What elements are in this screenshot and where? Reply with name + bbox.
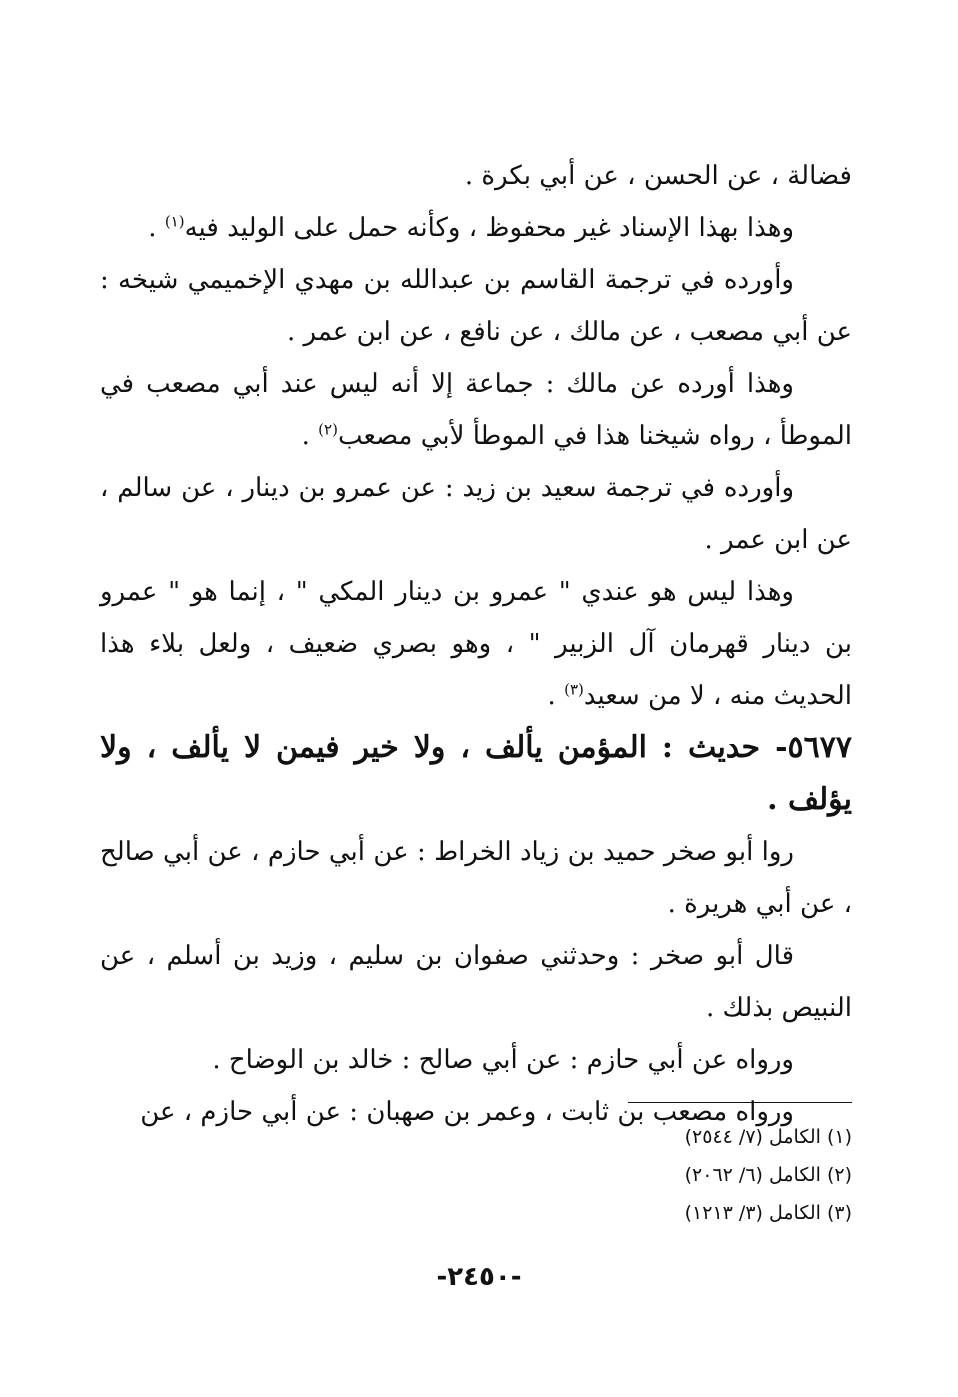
- paragraph-10-text: ورواه مصعب بن ثابت ، وعمر بن صهبان : عن أبي حازم ، عن: [140, 1097, 794, 1127]
- paragraph-6-end: .: [547, 681, 565, 711]
- paragraph-6-text: وهذا ليس هو عندي " عمرو بن دينار المكي " ، إنما هو " عمرو بن دينار قهرمان آل الزبير " ، وهو بصري ضعيف ، ولعل بلاء هذا الحديث منه ، لا من سعيد: [100, 577, 852, 711]
- paragraph-1-text: فضالة ، عن الحسن ، عن أبي بكرة .: [464, 161, 852, 191]
- paragraph-7: [100, 826, 852, 930]
- footnote-ref-1[interactable]: (١): [164, 212, 185, 231]
- footnotes: [452, 1118, 852, 1232]
- paragraph-9-text: ورواه عن أبي حازم : عن أبي صالح : خالد بن الوضاح .: [212, 1045, 794, 1075]
- footnote-divider: [628, 1102, 852, 1103]
- paragraph-2-text: وهذا بهذا الإسناد غير محفوظ ، وكأنه حمل على الوليد فيه: [184, 213, 794, 243]
- paragraph-5-text: وأورده في ترجمة سعيد بن زيد : عن عمرو بن دينار ، عن سالم ، عن ابن عمر .: [100, 473, 852, 555]
- hadith-heading-text: ٥٦٧٧- حديث : المؤمن يألف ، ولا خير فيمن لا يألف ، ولا يؤلف .: [100, 730, 852, 817]
- paragraph-6: [100, 566, 852, 722]
- paragraph-8: [100, 930, 852, 1034]
- hadith-heading: [100, 722, 852, 826]
- footnote-ref-2[interactable]: (٢): [318, 420, 338, 439]
- footnote-2: (٢) الكامل (٦/ ٢٠٦٢): [684, 1164, 852, 1186]
- paragraph-1: [100, 150, 852, 202]
- footnote-3: (٣) الكامل (٣/ ١٢١٣): [684, 1202, 852, 1224]
- paragraph-4: [100, 358, 852, 462]
- paragraph-4-end: .: [301, 421, 319, 451]
- page-number: -٢٤٥٠-: [436, 1262, 522, 1292]
- paragraph-3: [100, 254, 852, 358]
- footnote-ref-3[interactable]: (٣): [564, 680, 584, 699]
- paragraph-2: [100, 202, 852, 254]
- paragraph-4-text: وهذا أورده عن مالك : جماعة إلا أنه ليس عند أبي مصعب في الموطأ ، رواه شيخنا هذا في الموطأ لأبي مصعب: [100, 369, 852, 451]
- paragraph-9: [100, 1034, 852, 1086]
- paragraph-3-text: وأورده في ترجمة القاسم بن عبدالله بن مهدي الإخميمي شيخه : عن أبي مصعب ، عن مالك ، عن نافع ، عن ابن عمر .: [100, 265, 852, 347]
- paragraph-5: [100, 462, 852, 566]
- paragraph-8-text: قال أبو صخر : وحدثني صفوان بن سليم ، وزيد بن أسلم ، عن النبيص بذلك .: [100, 941, 852, 1023]
- paragraph-2-end: .: [148, 213, 165, 243]
- paragraph-7-text: روا أبو صخر حميد بن زياد الخراط : عن أبي حازم ، عن أبي صالح ، عن أبي هريرة .: [100, 837, 852, 919]
- footnote-1: (١) الكامل (٧/ ٢٥٤٤): [684, 1126, 852, 1148]
- page-body: [100, 150, 852, 1138]
